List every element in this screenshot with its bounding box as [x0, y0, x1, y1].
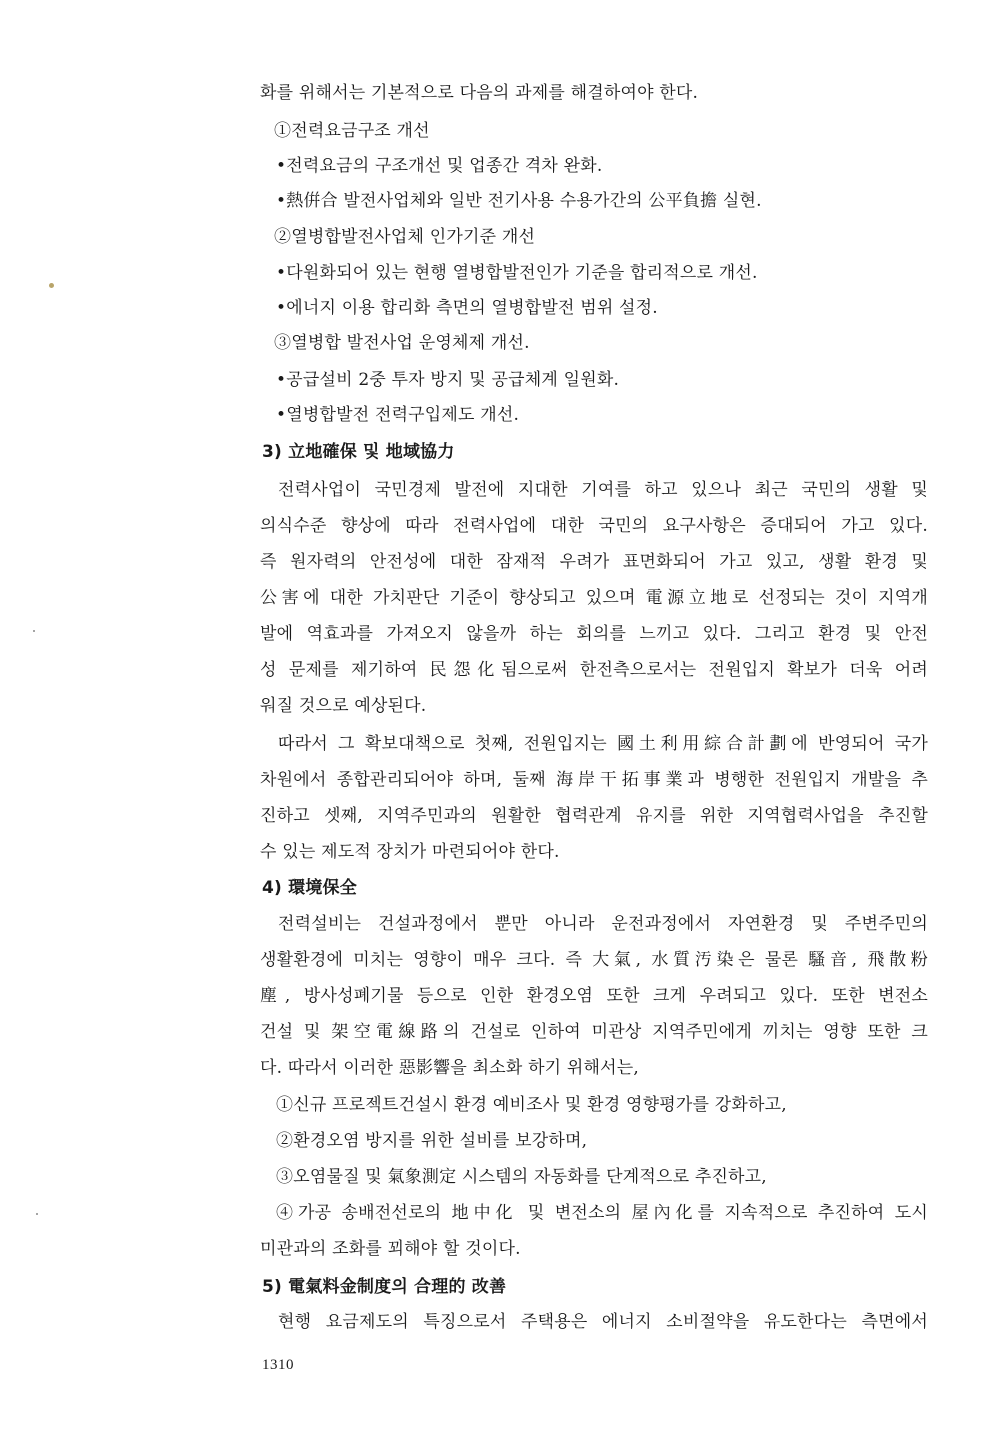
page-number: 1310	[262, 1357, 294, 1373]
scan-speck	[36, 1213, 38, 1215]
bullet-item: •에너지 이용 합리화 측면의 열병합발전 범위 설정.	[276, 298, 658, 318]
body-text-line: 현행 요금제도의 특징으로서 주택용은 에너지 소비절약을 유도한다는 측면에서	[278, 1312, 928, 1332]
body-text-line: 차원에서 종합관리되어야 하며, 둘째 海岸干拓事業과 병행한 전원입지 개발을 추	[260, 770, 928, 790]
bullet-item: •熱倂合 발전사업체와 일반 전기사용 수용가간의 公平負擔 실현.	[276, 191, 762, 211]
body-text-line: 발에 역효과를 가져오지 않을까 하는 회의를 느끼고 있다. 그리고 환경 및 안전	[260, 624, 928, 644]
numbered-item: ①신규 프로젝트건설시 환경 예비조사 및 환경 영향평가를 강화하고,	[276, 1095, 787, 1115]
scan-speck	[33, 630, 35, 632]
section-heading: 5) 電氣料金制度의 合理的 改善	[262, 1277, 507, 1297]
body-text-line: 다. 따라서 이러한 惡影響을 최소화 하기 위해서는,	[260, 1058, 640, 1078]
body-text-line: 진하고 셋째, 지역주민과의 원활한 협력관계 유지를 위한 지역협력사업을 추진할	[260, 806, 928, 826]
body-text-line: 따라서 그 확보대책으로 첫째, 전원입지는 國土利用綜合計劃에 반영되어 국가	[278, 734, 928, 754]
numbered-item: ②환경오염 방지를 위한 설비를 보강하며,	[276, 1131, 588, 1151]
body-text-line: 수 있는 제도적 장치가 마련되어야 한다.	[260, 842, 560, 862]
body-text-line: 전력설비는 건설과정에서 뿐만 아니라 운전과정에서 자연환경 및 주변주민의	[278, 914, 928, 934]
body-text-line: 워질 것으로 예상된다.	[260, 696, 427, 716]
body-text-line: 전력사업이 국민경제 발전에 지대한 기여를 하고 있으나 최근 국민의 생활 및	[278, 480, 928, 500]
numbered-item: ④가공 송배전선로의 地中化 및 변전소의 屋內化를 지속적으로 추진하여 도시	[276, 1203, 928, 1223]
bullet-item: •열병합발전 전력구입제도 개선.	[276, 405, 520, 425]
body-text-line: 화를 위해서는 기본적으로 다음의 과제를 해결하여야 한다.	[260, 83, 699, 103]
body-text-line: 미관과의 조화를 꾀해야 할 것이다.	[260, 1239, 521, 1259]
body-text-line: 성 문제를 제기하여 民怨化됨으로써 한전측으로서는 전원입지 확보가 더욱 어려	[260, 660, 928, 680]
body-text-line: 건설 및 架空電線路의 건설로 인하여 미관상 지역주민에게 끼치는 영향 또한 크	[260, 1022, 928, 1042]
numbered-item: ①전력요금구조 개선	[274, 121, 430, 141]
bullet-item: •다원화되어 있는 현행 열병합발전인가 기준을 합리적으로 개선.	[276, 263, 758, 283]
body-text-line: 생활환경에 미치는 영향이 매우 크다. 즉 大氣, 水質汚染은 물론 騷音, 飛散粉	[260, 950, 928, 970]
numbered-item: ②열병합발전사업체 인가기준 개선	[274, 227, 536, 247]
bullet-item: •공급설비 2중 투자 방지 및 공급체계 일원화.	[276, 370, 620, 390]
section-heading: 4) 環境保全	[262, 878, 357, 898]
body-text-line: 의식수준 향상에 따라 전력사업에 대한 국민의 요구사항은 증대되어 가고 있다.	[260, 516, 928, 536]
body-text-line: 公害에 대한 가치판단 기준이 향상되고 있으며 電源立地로 선정되는 것이 지역개	[260, 588, 928, 608]
numbered-item: ③오염물질 및 氣象測定 시스템의 자동화를 단계적으로 추진하고,	[276, 1167, 767, 1187]
body-text-line: 즉 원자력의 안전성에 대한 잠재적 우려가 표면화되어 가고 있고, 생활 환경 및	[260, 552, 928, 572]
scan-speck	[49, 283, 54, 288]
section-heading: 3) 立地確保 및 地域協力	[262, 442, 455, 462]
numbered-item: ③열병합 발전사업 운영체제 개선.	[274, 333, 530, 353]
bullet-item: •전력요금의 구조개선 및 업종간 격차 완화.	[276, 156, 603, 176]
body-text-line: 塵, 방사성폐기물 등으로 인한 환경오염 또한 크게 우려되고 있다. 또한 변전소	[260, 986, 928, 1006]
